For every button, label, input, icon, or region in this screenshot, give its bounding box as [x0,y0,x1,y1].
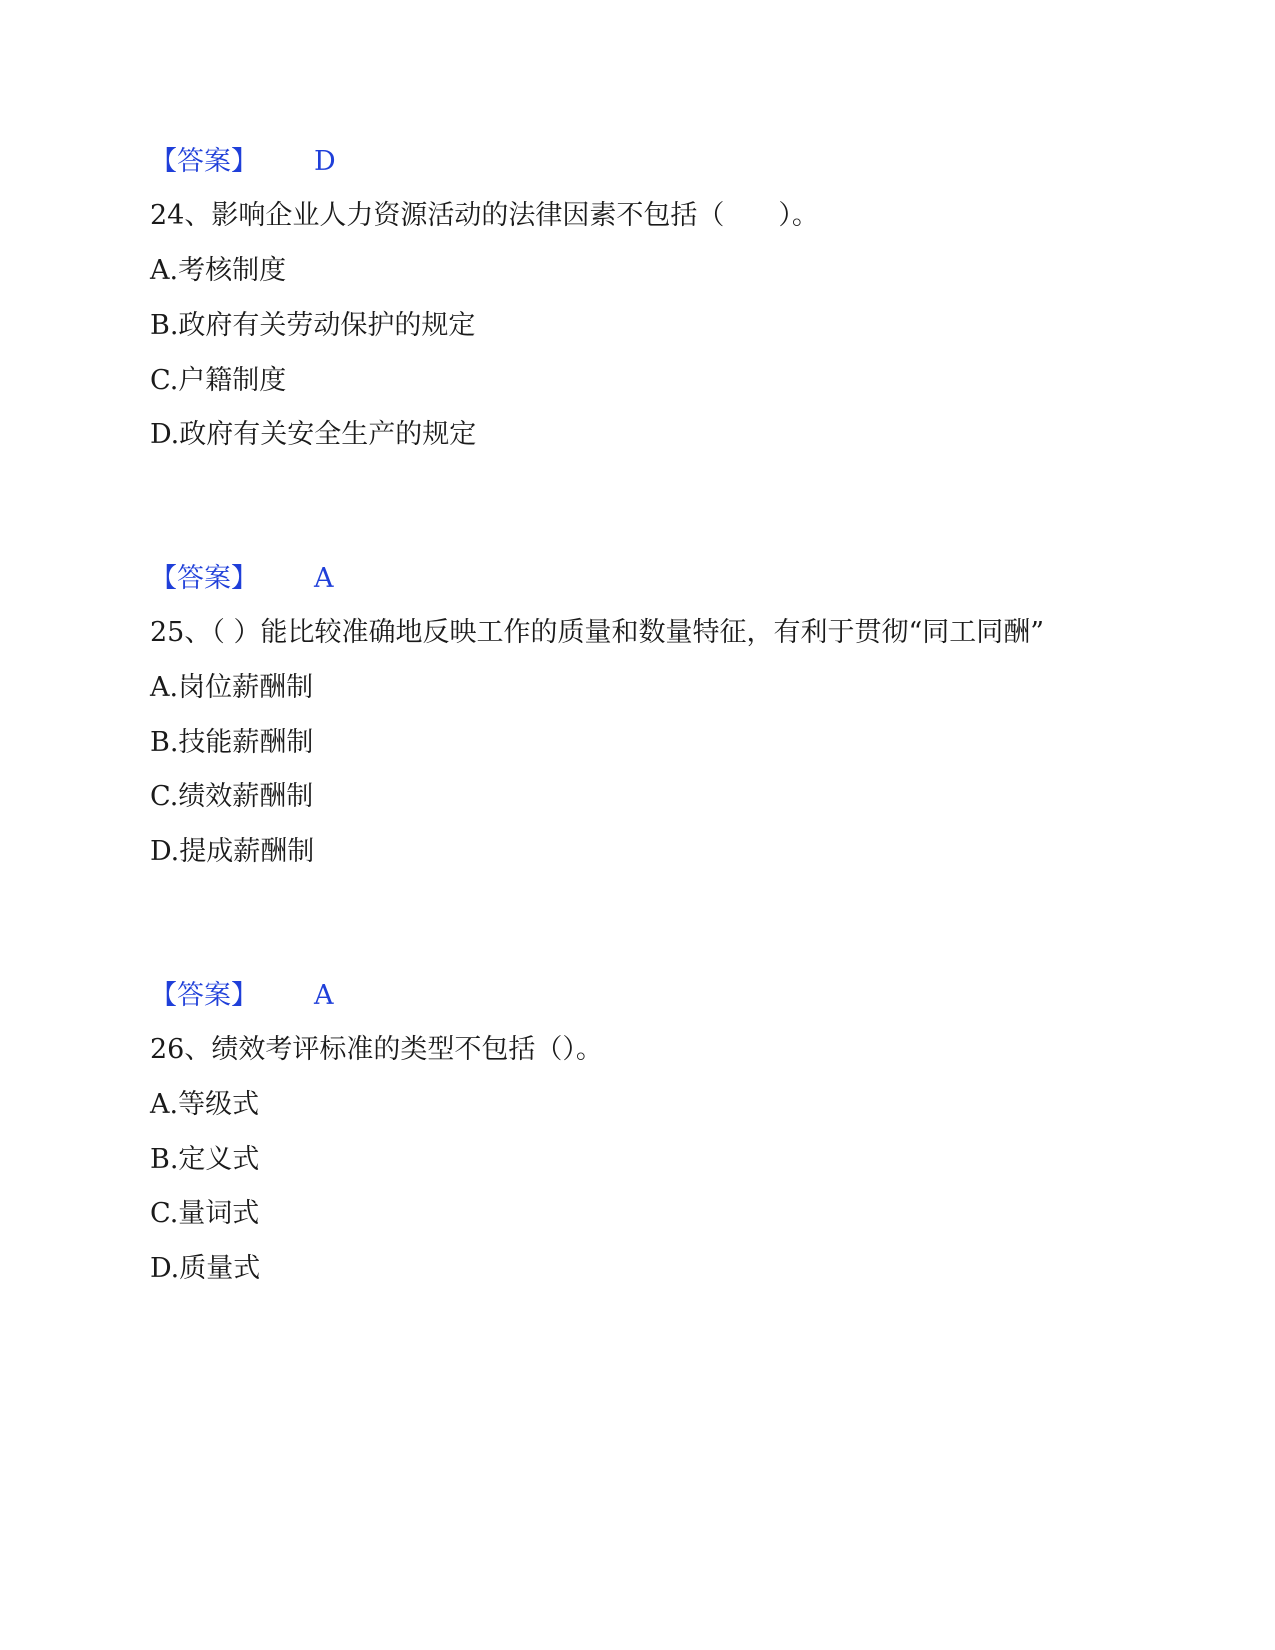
question-26-option-a: A.等级式 [150,1089,260,1120]
answer-line [150,145,336,179]
answer-line [150,979,334,1013]
question-stem-24: 24、影响企业人力资源活动的法律因素不包括（ ）。 [150,200,819,231]
question-24-option-a: A.考核制度 [150,255,287,286]
answer-label: 【答案】 [150,563,258,594]
question-stem-26: 26、绩效考评标准的类型不包括（）。 [150,1034,603,1065]
question-25-option-b: B.技能薪酬制 [150,727,314,758]
question-26-option-d: D.质量式 [150,1253,261,1284]
question-25-option-c: C.绩效薪酬制 [150,781,314,812]
question-25-option-d: D.提成薪酬制 [150,836,315,867]
question-26-option-c: C.量词式 [150,1198,260,1229]
answer-value: A [314,563,334,594]
answer-label: 【答案】 [150,146,258,177]
question-stem-25: 25、（ ）能比较准确地反映工作的质量和数量特征，有利于贯彻“同工同酬” [150,617,1045,648]
answer-label: 【答案】 [150,980,258,1011]
answer-line [150,562,334,596]
question-24-option-c: C.户籍制度 [150,365,287,396]
question-25-option-a: A.岗位薪酬制 [150,672,314,703]
question-24-option-d: D.政府有关安全生产的规定 [150,419,477,450]
answer-value: A [314,980,334,1011]
question-24-option-b: B.政府有关劳动保护的规定 [150,310,476,341]
answer-value: D [314,146,336,177]
question-26-option-b: B.定义式 [150,1144,260,1175]
